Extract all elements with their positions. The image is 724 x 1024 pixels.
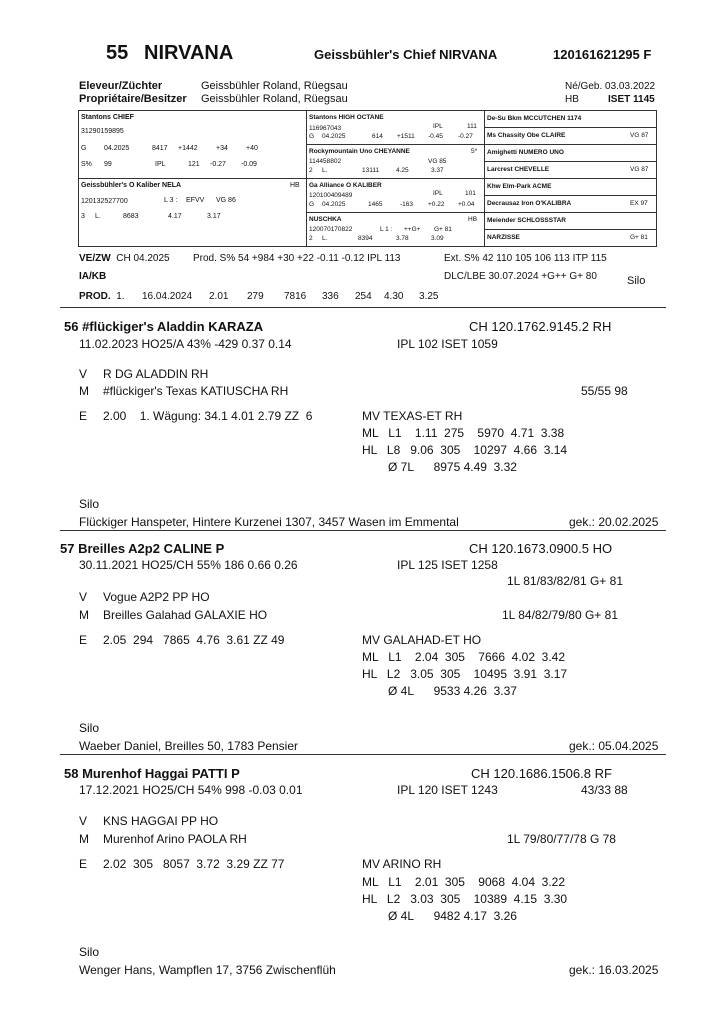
- entry-58-avg: Ø 4L 9482 4.17 3.26: [388, 909, 517, 923]
- dam-hb: HB: [290, 182, 300, 189]
- dam-id: 120132527700: [81, 198, 128, 205]
- entry-58-m: Murenhof Arino PAOLA RH: [103, 832, 247, 846]
- sire-s-val: 99: [104, 161, 112, 168]
- prod-date: 16.04.2024: [142, 291, 193, 302]
- sire-g: G: [81, 145, 87, 152]
- ds-id: 120100409489: [309, 192, 353, 199]
- prod-v4: 254: [355, 291, 372, 302]
- animal-id: 120161621295 F: [553, 47, 652, 62]
- vezw-line: VE/ZW CH 04.2025: [79, 253, 170, 264]
- gen3-8: NARZISSE: [487, 234, 520, 241]
- dam-efvv: EFVV: [186, 197, 205, 204]
- animal-name: NIRVANA: [144, 42, 234, 64]
- entry-56-avg: Ø 7L 8975 4.49 3.32: [388, 460, 517, 474]
- sire-ipl-val: 121: [188, 161, 200, 168]
- dd-v1: 8394: [358, 235, 373, 242]
- sire-id: 31290159895: [81, 128, 124, 135]
- gen3-1: De-Su Bkm MCCUTCHEN 1174: [487, 115, 582, 122]
- gen3-4: Larcrest CHEVELLE: [487, 166, 550, 173]
- dam-vg: VG 86: [216, 197, 236, 204]
- dd-v3: 3.09: [431, 235, 444, 242]
- entry-57-m: Breilles Galahad GALAXIE HO: [103, 608, 268, 622]
- ss-v1: 614: [372, 133, 383, 140]
- entry-58-info: 17.12.2021 HO25/CH 54% 998 -0.03 0.01: [79, 783, 303, 797]
- ss-date: 04.2025: [322, 133, 346, 140]
- dam-name: Geissbühler's O Kaliber NELA: [81, 182, 182, 189]
- entry-58-ipl: IPL 120 ISET 1243: [397, 783, 498, 797]
- entry-56-ipl: IPL 102 ISET 1059: [397, 337, 498, 351]
- entry-56-silo: Silo: [79, 497, 100, 511]
- entry-57-mv: MV GALAHAD-ET HO: [362, 633, 482, 647]
- iakb-label: IA/KB: [79, 271, 107, 282]
- gen3-7: Meiender SCHLOSSSTAR: [487, 217, 566, 224]
- sd-v2: 4.25: [396, 167, 409, 174]
- dam-v2: 4.17: [168, 213, 182, 220]
- dd-name: NUSCHKA: [309, 216, 342, 223]
- sire-date: 04.2025: [104, 145, 130, 152]
- dlc-summary: DLC/LBE 30.07.2024 +G++ G+ 80: [444, 271, 597, 282]
- ss-id: 116967043: [309, 125, 342, 132]
- entry-58-title: 58 Murenhof Haggai PATTI P: [64, 766, 240, 781]
- entry-56-v: R DG ALADDIN RH: [103, 367, 209, 381]
- entry-57-silo: Silo: [79, 721, 100, 735]
- sire-v4: +40: [246, 145, 258, 152]
- entry-58-address: Wenger Hans, Wampflen 17, 3756 Zwischenflüh: [79, 963, 336, 977]
- entry-56-v-label: V: [79, 367, 88, 381]
- entry-58-extra: 43/33 88: [581, 783, 628, 797]
- ds-name: Ga Alliance O KALIBER: [309, 182, 382, 189]
- ds-v4: +0.04: [458, 201, 475, 208]
- prod-v3: 336: [322, 291, 339, 302]
- dd-v2: 3.78: [396, 235, 409, 242]
- prod-line: PROD. 1.: [79, 291, 125, 302]
- ds-v3: +0.22: [428, 201, 445, 208]
- entry-56-info: 11.02.2023 HO25/A 43% -429 0.37 0.14: [79, 337, 292, 351]
- dam-l3: L 3 :: [164, 197, 178, 204]
- entry-58-gek: gek.: 16.03.2025: [569, 963, 659, 977]
- ss-g: G: [309, 133, 315, 140]
- dam-v3: 3.17: [207, 213, 221, 220]
- sd-name: Rockymountain Uno CHEYANNE: [309, 148, 410, 155]
- entry-57-v-label: V: [79, 590, 88, 604]
- sd-l-label: L.: [322, 167, 328, 174]
- sire-v1: 8417: [152, 145, 168, 152]
- ds-g: G: [309, 201, 315, 208]
- entry-58-silo: Silo: [79, 945, 100, 959]
- sire-v2: +1442: [178, 145, 198, 152]
- owner-value: Geissbühler Roland, Rüegsau: [201, 93, 348, 105]
- entry-58-m-label: M: [79, 832, 89, 846]
- breeder-label: Eleveur/Züchter: [79, 80, 163, 92]
- dd-plus: ++G+: [404, 226, 421, 233]
- entry-58-ml: ML L1 2.01 305 9068 4.04 3.22: [362, 875, 566, 889]
- dd-id: 120070170822: [309, 226, 353, 233]
- entry-57-m-label: M: [79, 608, 89, 622]
- gen3-5: Khw Elm-Park ACME: [487, 183, 552, 190]
- entry-57-e-label: E: [79, 633, 88, 647]
- entry-56-m-right: 55/55 98: [581, 384, 628, 398]
- entry-56-ml: ML L1 1.11 275 5970 4.71 3.38: [362, 426, 565, 440]
- entry-58-v: KNS HAGGAI PP HO: [103, 814, 219, 828]
- ds-ipl: IPL: [433, 190, 443, 197]
- gen3-6-score: EX 97: [630, 200, 648, 207]
- ds-date: 04.2025: [322, 201, 346, 208]
- sire-s: S%: [81, 161, 92, 168]
- entry-58-mv: MV ARINO RH: [362, 857, 442, 871]
- gen3-4-score: VG 87: [630, 166, 649, 173]
- birth-label: Né/Geb. 03.03.2022: [565, 81, 656, 92]
- prod-v2: 7816: [284, 291, 307, 302]
- entry-56-hl: HL L8 9.06 305 10297 4.66 3.14: [362, 443, 568, 457]
- entry-57-v: Vogue A2P2 PP HO: [103, 590, 210, 604]
- ss-v3: -0.45: [428, 133, 443, 140]
- catalog-number: 55: [106, 42, 129, 64]
- entry-57-info: 30.11.2021 HO25/CH 55% 186 0.66 0.26: [79, 558, 298, 572]
- ss-v4: -0.27: [458, 133, 473, 140]
- entry-58-hl: HL L2 3.03 305 10389 4.15 3.30: [362, 892, 568, 906]
- gen3-3: Amighetti NUMERO UNO: [487, 149, 564, 156]
- dam-v1: 8683: [123, 213, 139, 220]
- prod-v1: 279: [247, 291, 264, 302]
- gen3-2-score: VG 87: [630, 132, 649, 139]
- gen3-2: Ms Chassity Obe CLAIRE: [487, 132, 566, 139]
- entry-56-e-label: E: [79, 409, 88, 423]
- entry-57-extra: 1L 81/83/82/81 G+ 81: [507, 574, 623, 588]
- entry-57-ml: ML L1 2.04 305 7666 4.02 3.42: [362, 650, 566, 664]
- owner-label: Propriétaire/Besitzer: [79, 93, 187, 105]
- entry-57-avg: Ø 4L 9533 4.26 3.37: [388, 684, 517, 698]
- entry-57-ch: CH 120.1673.0900.5 HO: [469, 541, 613, 556]
- prod-summary: Prod. S% 54 +984 +30 +22 -0.11 -0.12 IPL 113: [193, 253, 401, 264]
- entry-57-hl: HL L2 3.05 305 10495 3.91 3.17: [362, 667, 568, 681]
- hb-label: HB: [565, 94, 579, 105]
- silo-label: Silo: [627, 275, 646, 287]
- entry-58-m-right: 1L 79/80/77/78 G 78: [507, 832, 616, 846]
- sire-name: Stantons CHIEF: [81, 114, 134, 121]
- entry-58-v-label: V: [79, 814, 88, 828]
- ds-v1: 1465: [368, 201, 383, 208]
- sire-v6: -0.09: [241, 161, 257, 168]
- dam-l: 3: [81, 213, 85, 220]
- sire-ipl: IPL: [155, 161, 166, 168]
- prod-v6: 3.25: [419, 291, 439, 302]
- entry-56-mv: MV TEXAS-ET RH: [362, 409, 463, 423]
- entry-57-address: Waeber Daniel, Breilles 50, 1783 Pensier: [79, 739, 299, 753]
- prod-v0: 2.01: [209, 291, 229, 302]
- entry-57-gek: gek.: 05.04.2025: [569, 739, 659, 753]
- dd-l-label: L.: [322, 235, 328, 242]
- ss-ipl: IPL: [433, 123, 443, 130]
- sd-vg: VG 85: [428, 158, 447, 165]
- entry-57-title: 57 Breilles A2p2 CALINE P: [60, 541, 225, 556]
- sire-v3: +34: [216, 145, 228, 152]
- sd-l: 2: [309, 167, 313, 174]
- entry-56-gek: gek.: 20.02.2025: [569, 515, 659, 529]
- ss-name: Stantons HIGH OCTANE: [309, 114, 384, 121]
- sd-v1: 13111: [362, 167, 380, 174]
- dd-l1: L 1 :: [380, 226, 393, 233]
- iset-value: ISET 1145: [608, 94, 655, 105]
- dd-hb: HB: [468, 216, 478, 223]
- gen3-6: Decrausaz Iron O'KALIBRA: [487, 200, 572, 207]
- ss-v2: +1511: [397, 133, 415, 140]
- entry-57-e: 2.05 294 7865 4.76 3.61 ZZ 49: [103, 633, 285, 647]
- entry-58-e-label: E: [79, 857, 88, 871]
- entry-56-m-label: M: [79, 384, 89, 398]
- entry-57-m-right: 1L 84/82/79/80 G+ 81: [502, 608, 618, 622]
- breeder-value: Geissbühler Roland, Rüegsau: [201, 80, 348, 92]
- ext-summary: Ext. S% 42 110 105 106 113 ITP 115: [444, 253, 607, 264]
- prod-v5: 4.30: [384, 291, 404, 302]
- entry-56-title: 56 #flückiger's Aladdin KARAZA: [64, 319, 264, 334]
- entry-56-address: Flückiger Hanspeter, Hintere Kurzenei 1307, 3457 Wasen im Emmental: [79, 515, 459, 529]
- entry-56-e: 2.00 1. Wägung: 34.1 4.01 2.79 ZZ 6: [103, 409, 313, 423]
- animal-fullname: Geissbühler's Chief NIRVANA: [314, 47, 498, 62]
- ss-ipl-val: 111: [467, 123, 477, 130]
- entry-56-ch: CH 120.1762.9145.2 RH: [469, 319, 612, 334]
- sd-star: 5*: [471, 148, 478, 155]
- ds-ipl-val: 101: [465, 190, 476, 197]
- dd-g81: G+ 81: [434, 226, 452, 233]
- sire-v5: -0.27: [210, 161, 226, 168]
- entry-58-ch: CH 120.1686.1506.8 RF: [471, 766, 612, 781]
- entry-58-e: 2.02 305 8057 3.72 3.29 ZZ 77: [103, 857, 285, 871]
- entry-56-m: #flückiger's Texas KATIUSCHA RH: [103, 384, 289, 398]
- dd-l: 2: [309, 235, 313, 242]
- ds-v2: -163: [400, 201, 414, 208]
- sd-v3: 3.37: [431, 167, 444, 174]
- dam-l-label: L.: [95, 213, 101, 220]
- sd-id: 114458802: [309, 158, 342, 165]
- gen3-8-score: G+ 81: [630, 234, 648, 241]
- entry-57-ipl: IPL 125 ISET 1258: [397, 558, 498, 572]
